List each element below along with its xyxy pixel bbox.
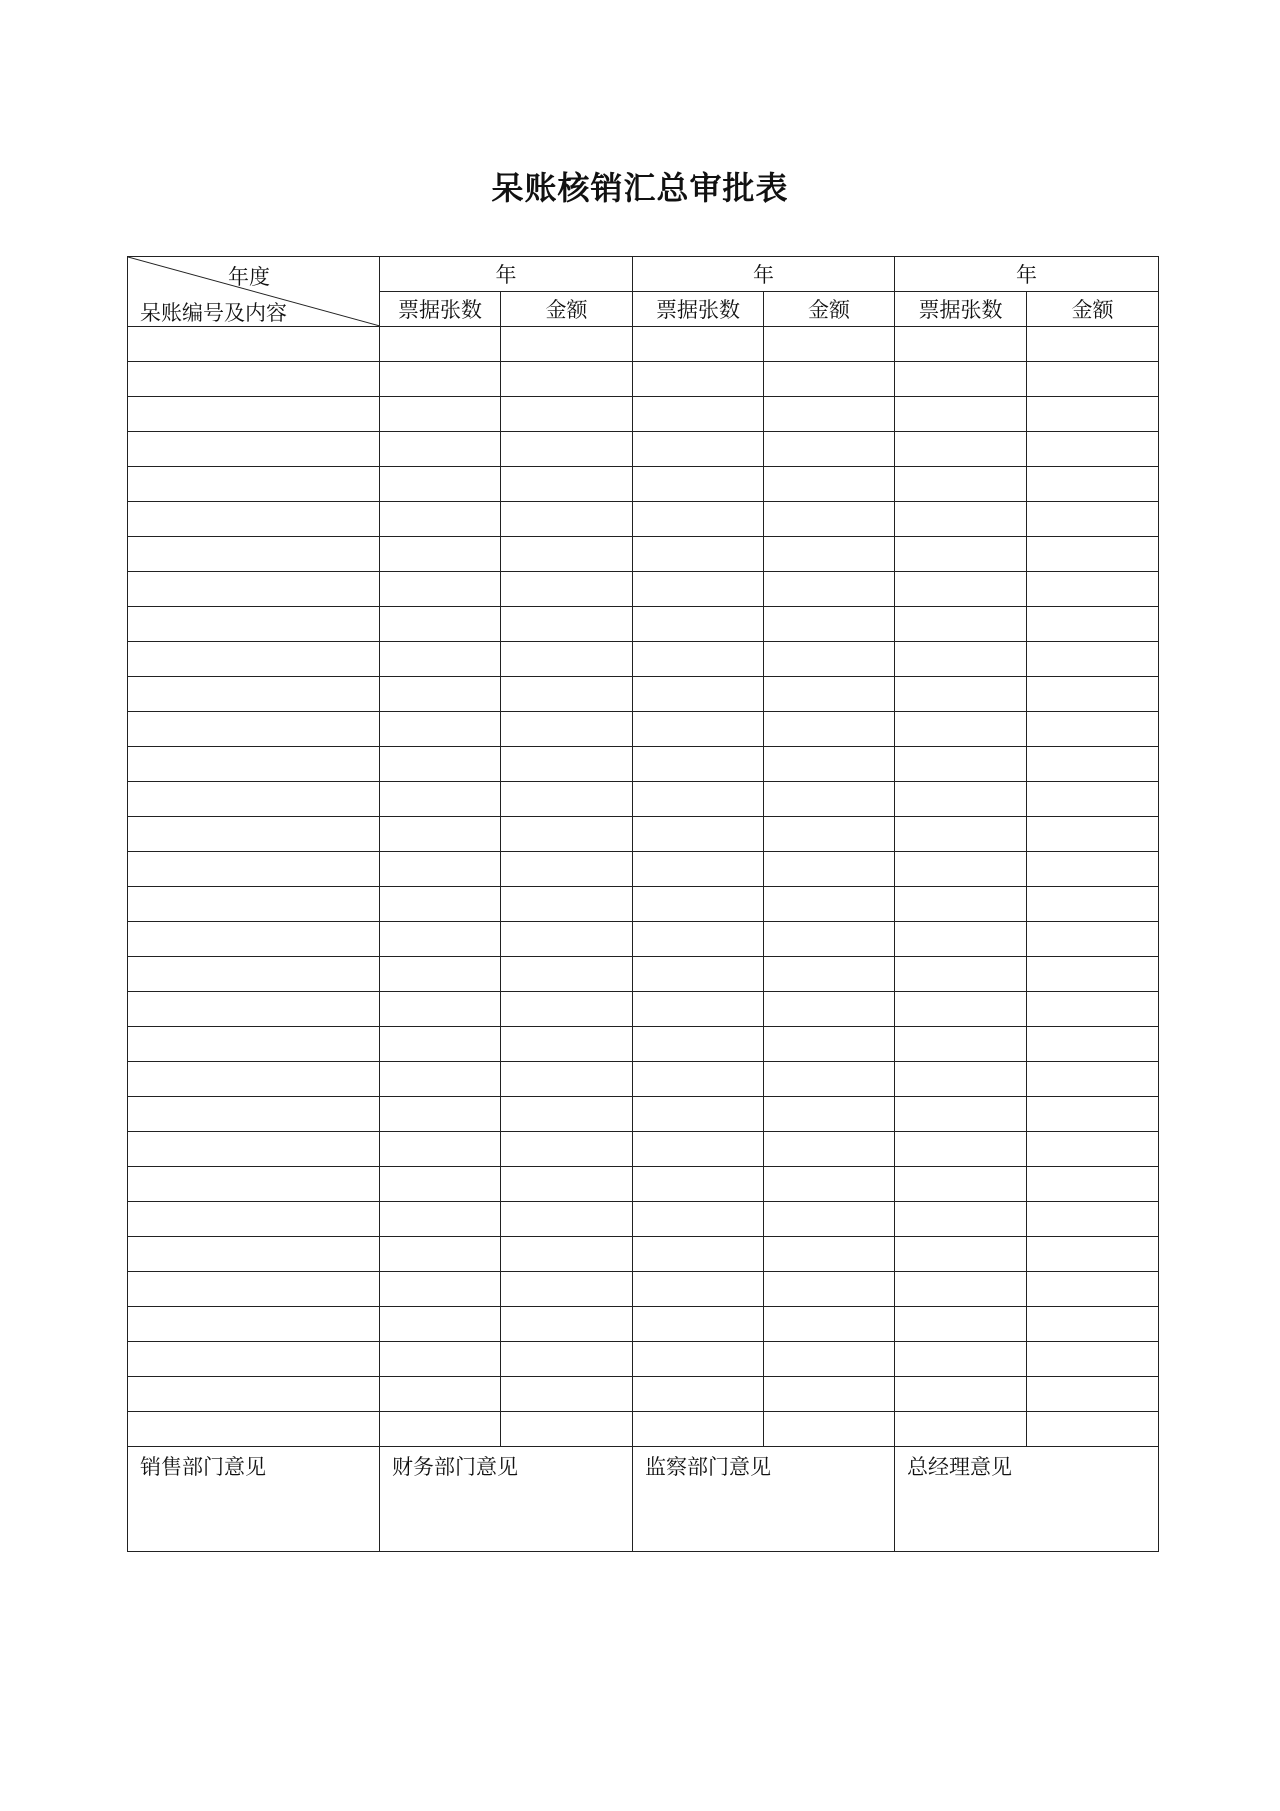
- table-cell[interactable]: [128, 1307, 380, 1342]
- table-cell[interactable]: [633, 712, 764, 747]
- table-cell[interactable]: [380, 397, 501, 432]
- year-header-2: 年: [633, 257, 895, 292]
- table-cell[interactable]: [501, 1027, 633, 1062]
- year-header-3: 年: [895, 257, 1159, 292]
- table-cell[interactable]: [128, 1062, 380, 1097]
- table-cell[interactable]: [764, 1167, 895, 1202]
- table-cell[interactable]: [764, 327, 895, 362]
- table-cell[interactable]: [128, 1377, 380, 1412]
- table-cell[interactable]: [633, 957, 764, 992]
- table-cell[interactable]: [895, 922, 1027, 957]
- table-cell[interactable]: [764, 362, 895, 397]
- table-cell[interactable]: [380, 1132, 501, 1167]
- table-cell[interactable]: [764, 502, 895, 537]
- table-cell[interactable]: [501, 572, 633, 607]
- table-cell[interactable]: [895, 362, 1027, 397]
- table-cell[interactable]: [1027, 537, 1159, 572]
- table-cell[interactable]: [895, 817, 1027, 852]
- table-cell[interactable]: [633, 677, 764, 712]
- table-row: [128, 1132, 1159, 1167]
- table-cell[interactable]: [764, 712, 895, 747]
- table-cell[interactable]: [380, 747, 501, 782]
- table-cell[interactable]: [895, 747, 1027, 782]
- opinion-finance: 财务部门意见: [380, 1447, 633, 1552]
- col-header-amount-3: 金额: [1027, 292, 1159, 327]
- table-row: [128, 1027, 1159, 1062]
- table-cell[interactable]: [633, 1342, 764, 1377]
- table-cell[interactable]: [501, 922, 633, 957]
- table-cell[interactable]: [128, 957, 380, 992]
- table-row: [128, 712, 1159, 747]
- table-cell[interactable]: [380, 1342, 501, 1377]
- table-cell[interactable]: [764, 537, 895, 572]
- opinion-sales: 销售部门意见: [128, 1447, 380, 1552]
- table-cell[interactable]: [633, 572, 764, 607]
- table-cell[interactable]: [501, 1342, 633, 1377]
- table-cell[interactable]: [895, 642, 1027, 677]
- col-header-amount-2: 金额: [764, 292, 895, 327]
- year-header-1: 年: [380, 257, 633, 292]
- table-cell[interactable]: [128, 607, 380, 642]
- table-cell[interactable]: [1027, 712, 1159, 747]
- table-cell[interactable]: [128, 572, 380, 607]
- table-cell[interactable]: [501, 1307, 633, 1342]
- table-cell[interactable]: [1027, 817, 1159, 852]
- table-cell[interactable]: [764, 1132, 895, 1167]
- table-cell[interactable]: [895, 1202, 1027, 1237]
- table-cell[interactable]: [380, 782, 501, 817]
- bad-debt-approval-table: [127, 256, 1159, 1552]
- table-cell[interactable]: [128, 467, 380, 502]
- table-cell[interactable]: [501, 537, 633, 572]
- table-cell[interactable]: [764, 1342, 895, 1377]
- header-row-years: [128, 257, 1159, 292]
- table-cell[interactable]: [895, 1167, 1027, 1202]
- table-cell[interactable]: [633, 397, 764, 432]
- table-cell[interactable]: [1027, 642, 1159, 677]
- table-cell[interactable]: [380, 607, 501, 642]
- table-cell[interactable]: [895, 1377, 1027, 1412]
- table-cell[interactable]: [633, 1272, 764, 1307]
- table-cell[interactable]: [501, 607, 633, 642]
- table-cell[interactable]: [633, 432, 764, 467]
- table-cell[interactable]: [1027, 1307, 1159, 1342]
- table-cell[interactable]: [128, 677, 380, 712]
- table-cell[interactable]: [764, 572, 895, 607]
- table-cell[interactable]: [380, 502, 501, 537]
- table-cell[interactable]: [633, 782, 764, 817]
- table-cell[interactable]: [1027, 1027, 1159, 1062]
- table-cell[interactable]: [764, 957, 895, 992]
- table-cell[interactable]: [764, 397, 895, 432]
- table-row: [128, 1237, 1159, 1272]
- opinion-general-manager: 总经理意见: [895, 1447, 1159, 1552]
- table-cell[interactable]: [895, 992, 1027, 1027]
- table-cell[interactable]: [895, 327, 1027, 362]
- table-cell[interactable]: [633, 1412, 764, 1447]
- table-cell[interactable]: [1027, 572, 1159, 607]
- col-header-amount-1: 金额: [501, 292, 633, 327]
- corner-header-cell: [128, 257, 380, 327]
- table-cell[interactable]: [380, 432, 501, 467]
- table-cell[interactable]: [1027, 1342, 1159, 1377]
- table-row: [128, 852, 1159, 887]
- table-cell[interactable]: [1027, 502, 1159, 537]
- table-cell[interactable]: [895, 677, 1027, 712]
- table-cell[interactable]: [764, 677, 895, 712]
- corner-year-label: 年度: [228, 265, 270, 289]
- table-cell[interactable]: [128, 852, 380, 887]
- table-row: [128, 467, 1159, 502]
- table-cell[interactable]: [128, 817, 380, 852]
- table-cell[interactable]: [380, 852, 501, 887]
- table-cell[interactable]: [501, 1272, 633, 1307]
- table-cell[interactable]: [764, 1237, 895, 1272]
- table-cell[interactable]: [501, 817, 633, 852]
- table-cell[interactable]: [128, 922, 380, 957]
- table-cell[interactable]: [1027, 362, 1159, 397]
- col-header-count-2: 票据张数: [633, 292, 764, 327]
- table-cell[interactable]: [764, 817, 895, 852]
- table-row: [128, 502, 1159, 537]
- table-cell[interactable]: [895, 1097, 1027, 1132]
- table-cell[interactable]: [1027, 1167, 1159, 1202]
- table-cell[interactable]: [501, 852, 633, 887]
- table-row: [128, 1272, 1159, 1307]
- table-row: [128, 957, 1159, 992]
- table-cell[interactable]: [501, 782, 633, 817]
- table-cell[interactable]: [764, 887, 895, 922]
- table-cell[interactable]: [764, 642, 895, 677]
- table-cell[interactable]: [895, 1342, 1027, 1377]
- table-cell[interactable]: [633, 1237, 764, 1272]
- table-cell[interactable]: [633, 537, 764, 572]
- table-cell[interactable]: [764, 432, 895, 467]
- table-cell[interactable]: [764, 747, 895, 782]
- table-cell[interactable]: [380, 817, 501, 852]
- table-cell[interactable]: [1027, 1132, 1159, 1167]
- table-cell[interactable]: [380, 1377, 501, 1412]
- table-cell[interactable]: [128, 1202, 380, 1237]
- table-cell[interactable]: [895, 1027, 1027, 1062]
- table-cell[interactable]: [501, 1062, 633, 1097]
- table-cell[interactable]: [633, 922, 764, 957]
- table-row: [128, 362, 1159, 397]
- table-cell[interactable]: [128, 432, 380, 467]
- table-row: [128, 1377, 1159, 1412]
- table-row: [128, 327, 1159, 362]
- table-cell[interactable]: [501, 362, 633, 397]
- table-cell[interactable]: [128, 1342, 380, 1377]
- table-cell[interactable]: [128, 992, 380, 1027]
- table-cell[interactable]: [501, 887, 633, 922]
- table-cell[interactable]: [895, 607, 1027, 642]
- table-cell[interactable]: [764, 1377, 895, 1412]
- table-cell[interactable]: [895, 1307, 1027, 1342]
- page-title: 呆账核销汇总审批表: [491, 169, 789, 207]
- table-cell[interactable]: [380, 957, 501, 992]
- table-cell[interactable]: [895, 957, 1027, 992]
- table-cell[interactable]: [380, 1097, 501, 1132]
- table-cell[interactable]: [128, 1167, 380, 1202]
- table-row: [128, 607, 1159, 642]
- table-cell[interactable]: [501, 712, 633, 747]
- corner-content-label: 呆账编号及内容: [140, 301, 287, 325]
- table-cell[interactable]: [633, 1097, 764, 1132]
- table-cell[interactable]: [128, 502, 380, 537]
- table-row: [128, 1342, 1159, 1377]
- table-cell[interactable]: [380, 677, 501, 712]
- table-row: [128, 887, 1159, 922]
- table-cell[interactable]: [895, 852, 1027, 887]
- table-cell[interactable]: [501, 1412, 633, 1447]
- table-cell[interactable]: [380, 712, 501, 747]
- table-cell[interactable]: [1027, 957, 1159, 992]
- table-cell[interactable]: [764, 922, 895, 957]
- table-cell[interactable]: [501, 1377, 633, 1412]
- table-cell[interactable]: [128, 782, 380, 817]
- table-cell[interactable]: [501, 992, 633, 1027]
- table-cell[interactable]: [633, 1377, 764, 1412]
- table-cell[interactable]: [380, 992, 501, 1027]
- table-cell[interactable]: [1027, 747, 1159, 782]
- table-cell[interactable]: [128, 1412, 380, 1447]
- table-cell[interactable]: [764, 1027, 895, 1062]
- table-cell[interactable]: [380, 642, 501, 677]
- table-cell[interactable]: [895, 1412, 1027, 1447]
- table-cell[interactable]: [128, 747, 380, 782]
- table-cell[interactable]: [128, 712, 380, 747]
- table-row: [128, 817, 1159, 852]
- table-cell[interactable]: [128, 1237, 380, 1272]
- table-row: [128, 432, 1159, 467]
- table-cell[interactable]: [1027, 782, 1159, 817]
- table-cell[interactable]: [1027, 852, 1159, 887]
- table-cell[interactable]: [380, 887, 501, 922]
- table-cell[interactable]: [895, 502, 1027, 537]
- table-cell[interactable]: [128, 397, 380, 432]
- table-cell[interactable]: [501, 397, 633, 432]
- table-cell[interactable]: [128, 1097, 380, 1132]
- table-cell[interactable]: [633, 1167, 764, 1202]
- table-cell[interactable]: [895, 1237, 1027, 1272]
- table-cell[interactable]: [380, 1272, 501, 1307]
- table-cell[interactable]: [501, 1202, 633, 1237]
- table-cell[interactable]: [764, 1272, 895, 1307]
- table-cell[interactable]: [128, 327, 380, 362]
- table-cell[interactable]: [128, 642, 380, 677]
- table-cell[interactable]: [895, 1062, 1027, 1097]
- table-cell[interactable]: [895, 1132, 1027, 1167]
- table-cell[interactable]: [380, 1307, 501, 1342]
- table-cell[interactable]: [380, 327, 501, 362]
- table-cell[interactable]: [380, 922, 501, 957]
- table-cell[interactable]: [1027, 887, 1159, 922]
- table-cell[interactable]: [895, 1272, 1027, 1307]
- table-cell[interactable]: [380, 572, 501, 607]
- table-cell[interactable]: [764, 992, 895, 1027]
- table-cell[interactable]: [1027, 327, 1159, 362]
- table-cell[interactable]: [1027, 432, 1159, 467]
- table-cell[interactable]: [380, 467, 501, 502]
- table-cell[interactable]: [1027, 1237, 1159, 1272]
- table-row: [128, 1412, 1159, 1447]
- col-header-count-1: 票据张数: [380, 292, 501, 327]
- table-row: [128, 397, 1159, 432]
- table-cell[interactable]: [895, 397, 1027, 432]
- table-cell[interactable]: [633, 327, 764, 362]
- table-cell[interactable]: [380, 1167, 501, 1202]
- table-cell[interactable]: [764, 782, 895, 817]
- table-cell[interactable]: [895, 432, 1027, 467]
- table-cell[interactable]: [1027, 677, 1159, 712]
- table-cell[interactable]: [1027, 1062, 1159, 1097]
- table-cell[interactable]: [128, 887, 380, 922]
- opinion-audit: 监察部门意见: [633, 1447, 895, 1552]
- table-row: [128, 572, 1159, 607]
- table-row: [128, 1307, 1159, 1342]
- table-row: [128, 747, 1159, 782]
- table-cell[interactable]: [1027, 922, 1159, 957]
- table-cell[interactable]: [380, 1412, 501, 1447]
- table-row: [128, 1167, 1159, 1202]
- table-cell[interactable]: [633, 817, 764, 852]
- table-row: [128, 1062, 1159, 1097]
- opinion-row: [128, 1447, 1159, 1552]
- table-cell[interactable]: [633, 1307, 764, 1342]
- table-cell[interactable]: [501, 1167, 633, 1202]
- table-row: [128, 992, 1159, 1027]
- table-cell[interactable]: [1027, 607, 1159, 642]
- table-row: [128, 1097, 1159, 1132]
- table-cell[interactable]: [501, 1237, 633, 1272]
- table-cell[interactable]: [633, 992, 764, 1027]
- table-cell[interactable]: [128, 537, 380, 572]
- table-cell[interactable]: [501, 677, 633, 712]
- table-row: [128, 642, 1159, 677]
- table-cell[interactable]: [633, 642, 764, 677]
- table-cell[interactable]: [501, 502, 633, 537]
- table-cell[interactable]: [128, 1132, 380, 1167]
- table-cell[interactable]: [128, 362, 380, 397]
- table-cell[interactable]: [128, 1272, 380, 1307]
- table-cell[interactable]: [764, 1412, 895, 1447]
- table-cell[interactable]: [764, 467, 895, 502]
- table-cell[interactable]: [501, 1132, 633, 1167]
- table-cell[interactable]: [633, 1132, 764, 1167]
- table-cell[interactable]: [380, 1202, 501, 1237]
- table-cell[interactable]: [633, 607, 764, 642]
- table-cell[interactable]: [501, 467, 633, 502]
- table-cell[interactable]: [501, 432, 633, 467]
- table-cell[interactable]: [895, 782, 1027, 817]
- table-cell[interactable]: [1027, 1272, 1159, 1307]
- table-cell[interactable]: [380, 1237, 501, 1272]
- table-cell[interactable]: [633, 747, 764, 782]
- table-cell[interactable]: [380, 1027, 501, 1062]
- table-cell[interactable]: [764, 1307, 895, 1342]
- table-row: [128, 782, 1159, 817]
- table-cell[interactable]: [1027, 1202, 1159, 1237]
- table-row: [128, 922, 1159, 957]
- table-row: [128, 677, 1159, 712]
- table-cell[interactable]: [501, 642, 633, 677]
- table-cell[interactable]: [633, 852, 764, 887]
- table-cell[interactable]: [501, 957, 633, 992]
- table-cell[interactable]: [764, 1097, 895, 1132]
- table-cell[interactable]: [895, 887, 1027, 922]
- table-cell[interactable]: [1027, 397, 1159, 432]
- table-cell[interactable]: [895, 537, 1027, 572]
- table-cell[interactable]: [633, 502, 764, 537]
- table-cell[interactable]: [501, 747, 633, 782]
- table-cell[interactable]: [380, 537, 501, 572]
- table-row: [128, 1202, 1159, 1237]
- table-cell[interactable]: [895, 712, 1027, 747]
- table-cell[interactable]: [764, 1202, 895, 1237]
- table-cell[interactable]: [633, 887, 764, 922]
- table-cell[interactable]: [1027, 1097, 1159, 1132]
- col-header-count-3: 票据张数: [895, 292, 1027, 327]
- table-cell[interactable]: [1027, 467, 1159, 502]
- table-cell[interactable]: [895, 572, 1027, 607]
- table-cell[interactable]: [380, 362, 501, 397]
- table-cell[interactable]: [633, 1202, 764, 1237]
- table-cell[interactable]: [633, 362, 764, 397]
- table-cell[interactable]: [764, 852, 895, 887]
- table-cell[interactable]: [764, 1062, 895, 1097]
- table-cell[interactable]: [633, 467, 764, 502]
- table-cell[interactable]: [895, 467, 1027, 502]
- table-row: [128, 537, 1159, 572]
- table-cell[interactable]: [380, 1062, 501, 1097]
- table-cell[interactable]: [1027, 992, 1159, 1027]
- table-cell[interactable]: [633, 1027, 764, 1062]
- table-cell[interactable]: [128, 1027, 380, 1062]
- table-cell[interactable]: [501, 1097, 633, 1132]
- table-cell[interactable]: [764, 607, 895, 642]
- table-cell[interactable]: [633, 1062, 764, 1097]
- table-cell[interactable]: [1027, 1412, 1159, 1447]
- table-cell[interactable]: [1027, 1377, 1159, 1412]
- table-cell[interactable]: [501, 327, 633, 362]
